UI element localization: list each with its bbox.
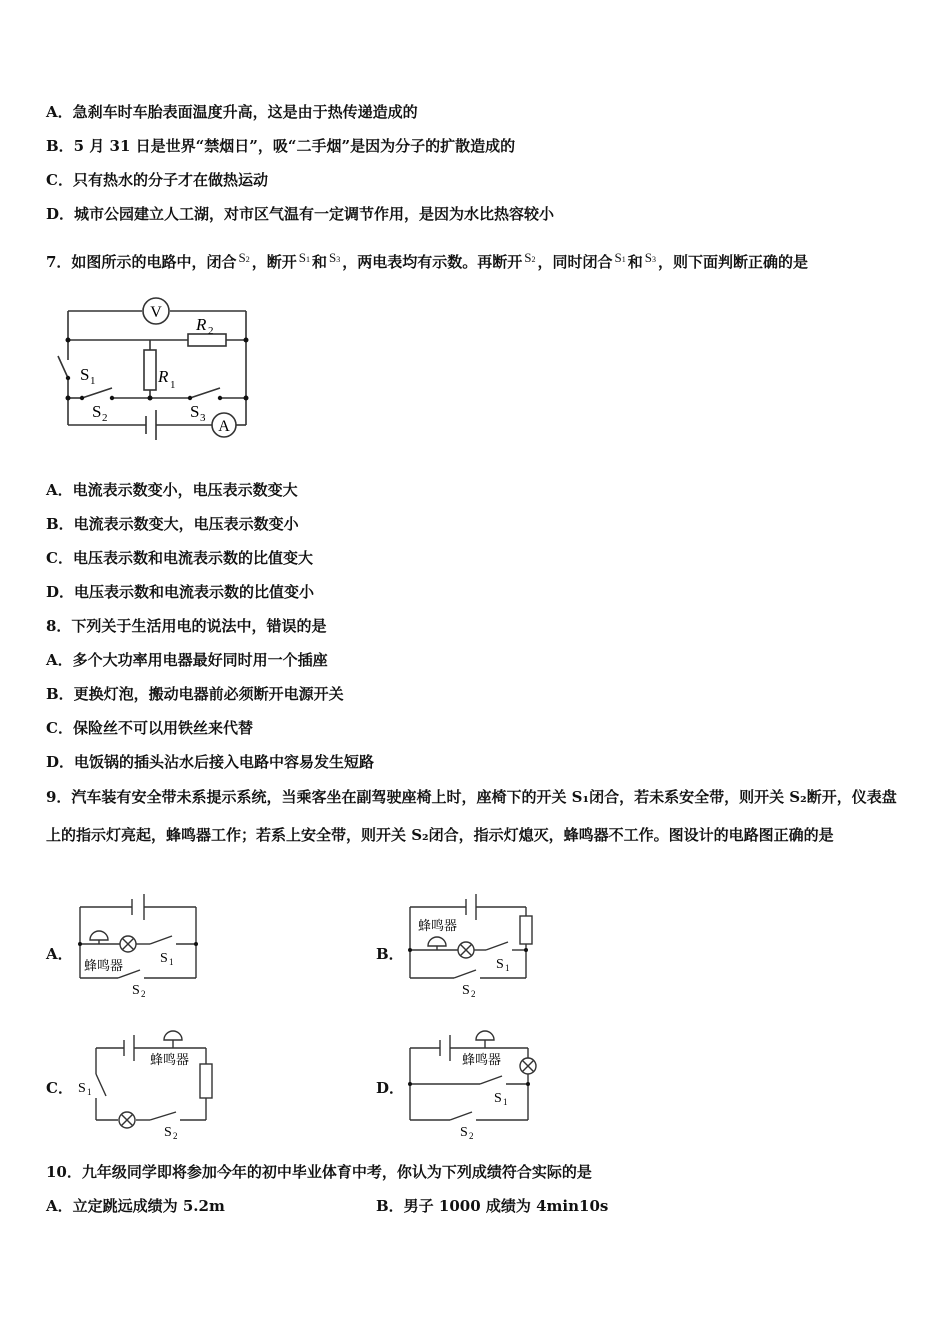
r2-sub: 2 — [208, 325, 214, 337]
s2-sub-a: 2 — [141, 989, 146, 999]
s1-sub-d: 1 — [503, 1097, 508, 1107]
s2-sub-b: 2 — [471, 989, 476, 999]
q8-option-d: D．电饭锅的插头沾水后接入电路中容易发生短路 — [46, 753, 375, 771]
s3-sub: 3 — [200, 412, 206, 424]
q7-option-b: B．电流表示数变大，电压表示数变小 — [46, 515, 299, 533]
r2-label: R — [196, 315, 207, 334]
q8-stem: 8．下列关于生活用电的说法中，错误的是 — [46, 617, 327, 635]
s2-label: S — [92, 402, 102, 421]
q6-option-b: B．5 月 31 日是世界“禁烟日”，吸“二手烟”是因为分子的扩散造成的 — [46, 137, 516, 155]
s1-label-b: S — [496, 957, 504, 972]
s1-label-d: S — [494, 1091, 502, 1106]
s1-label-a: S — [160, 951, 168, 966]
s1-sub-c: 1 — [87, 1087, 92, 1097]
s1-sub: 1 — [90, 375, 96, 387]
s3-label: S — [190, 402, 200, 421]
q9-stem: 9．汽车装有安全带未系提示系统，当乘客坐在副驾驶座椅上时，座椅下的开关 S₁闭合，若未系安全带，则开关 S₂断开，仪表盘上的指示灯亮起，蜂鸣器工作；若系上安全带，则开关 S₂闭合，指示灯熄灭，蜂鸣器不工作。图设计的电路图正确的是 — [46, 788, 897, 844]
buzzer-label-c: 蜂鸣器 — [150, 1052, 190, 1067]
s1-sub-b: 1 — [505, 963, 510, 973]
buzzer-label-d: 蜂鸣器 — [462, 1052, 502, 1067]
s2-label-d: S — [460, 1125, 468, 1140]
s2-label-b: S — [462, 983, 470, 998]
q7-option-c: C．电压表示数和电流表示数的比值变大 — [46, 549, 313, 567]
q9-option-c-label: C． — [46, 1079, 73, 1097]
q9-option-b-label: B． — [376, 945, 404, 963]
q8-option-c: C．保险丝不可以用铁丝来代替 — [46, 719, 253, 737]
q9-option-d-label: D． — [376, 1079, 405, 1097]
buzzer-label-b: 蜂鸣器 — [418, 918, 458, 933]
q10-option-a: A．立定跳远成绩为 5.2m — [46, 1197, 225, 1215]
s2-label-a: S — [132, 983, 140, 998]
q10-option-b: B．男子 1000 成绩为 4min10s — [376, 1197, 609, 1215]
s2-label-c: S — [164, 1125, 172, 1140]
q9-option-a-label: A． — [46, 945, 73, 963]
q6-option-d: D．城市公园建立人工湖，对市区气温有一定调节作用，是因为水比热容较小 — [46, 205, 555, 223]
q8-option-b: B．更换灯泡，搬动电器前必须断开电源开关 — [46, 685, 344, 703]
r1-label: R — [158, 367, 169, 386]
buzzer-label-a: 蜂鸣器 — [84, 958, 124, 973]
q7-stem: 7．如图所示的电路中，闭合 S2 ，断开 S1 和 S3 ，两电表均有示数。再断开 S2 ，同时闭合 S1 和 S3 ，则下面判断正确的是 — [46, 250, 808, 271]
s1-sub-a: 1 — [169, 957, 174, 967]
voltmeter-label: V — [150, 304, 162, 321]
s2-sub-c: 2 — [173, 1131, 178, 1141]
q8-option-a: A．多个大功率用电器最好同时用一个插座 — [46, 651, 328, 669]
q6-option-c: C．只有热水的分子才在做热运动 — [46, 171, 268, 189]
s1-label-c: S — [78, 1081, 86, 1096]
s2-sub: 2 — [102, 412, 108, 424]
q7-option-a: A．电流表示数变小，电压表示数变大 — [46, 481, 298, 499]
q7-option-d: D．电压表示数和电流表示数的比值变小 — [46, 583, 315, 601]
s1-label: S — [80, 365, 90, 384]
ammeter-label: A — [218, 418, 230, 435]
q10-stem: 10．九年级同学即将参加今年的初中毕业体育中考，你认为下列成绩符合实际的是 — [46, 1163, 592, 1181]
r1-sub: 1 — [170, 379, 176, 391]
s2-sub-d: 2 — [469, 1131, 474, 1141]
q6-option-a: A．急刹车时车胎表面温度升高，这是由于热传递造成的 — [46, 103, 418, 121]
